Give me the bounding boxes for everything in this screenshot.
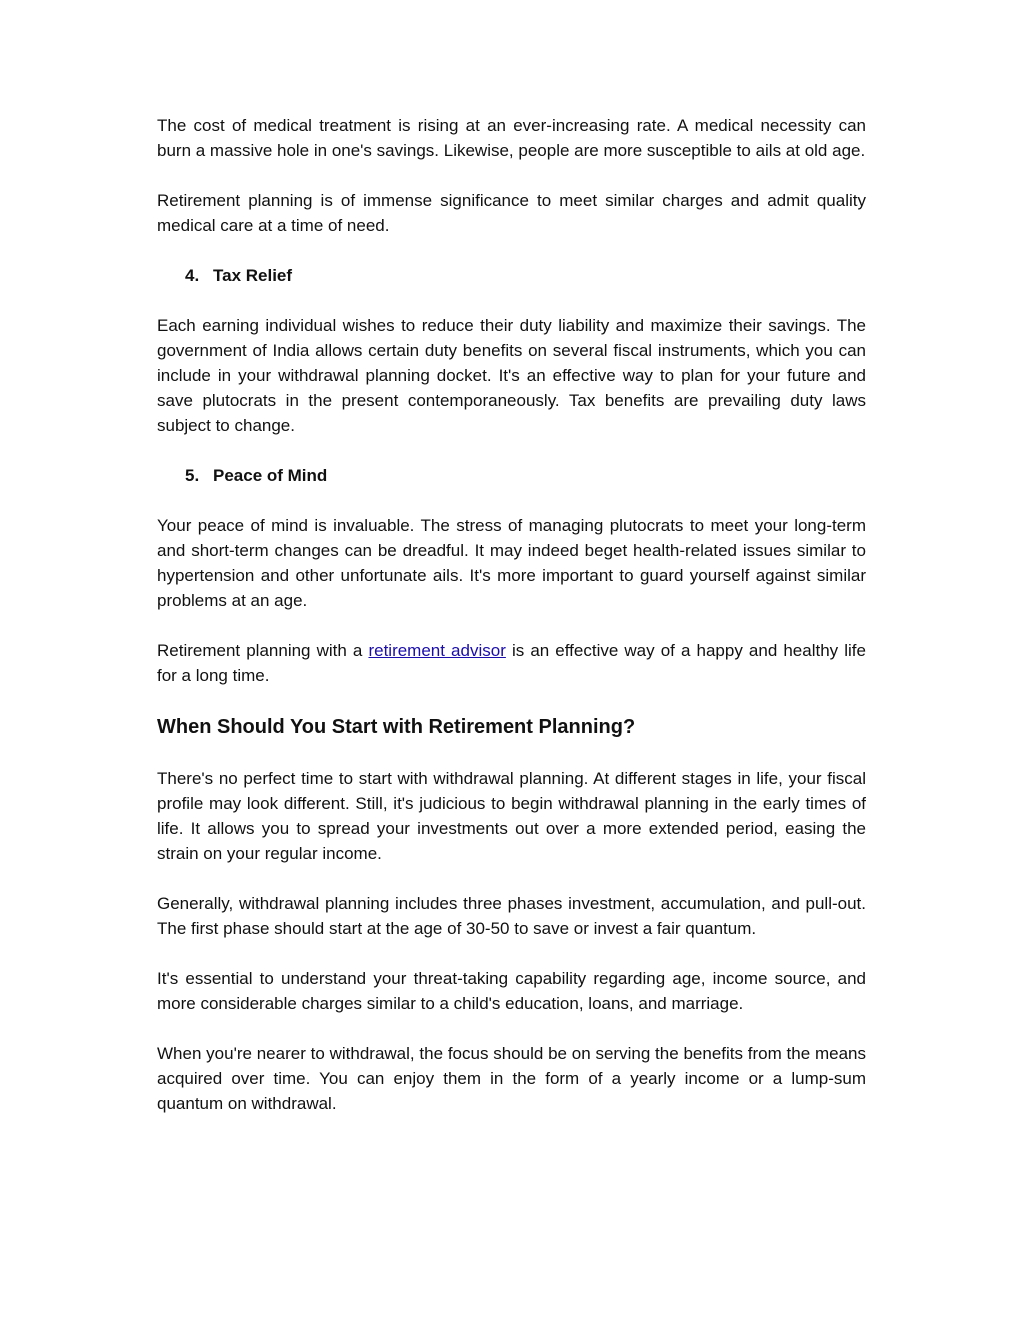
list-heading-peace-of-mind [157,463,866,488]
list-number: 4. [185,266,200,285]
paragraph-retirement-advisor [157,638,866,688]
list-number: 5. [185,466,200,485]
list-title: Tax Relief [213,266,293,285]
text-before-link: Retirement planning with a [157,641,369,660]
paragraph-medical-care: Retirement planning is of immense significance to meet similar charges and admit quality medical care at a time of need. [157,191,866,235]
paragraph-peace-of-mind: Your peace of mind is invaluable. The stress of managing plutocrats to meet your long-term and short-term changes can be dreadful. It may indeed beget health-related issues similar to hypertension and other unfortunate ails. It's more important to guard yourself against similar problems at an age. [157,516,866,610]
list-title: Peace of Mind [213,466,328,485]
paragraph-tax-relief: Each earning individual wishes to reduce their duty liability and maximize their savings. The government of India allows certain duty benefits on several fiscal instruments, which you can include in your withdrawal planning docket. It's an effective way to plan for your future and save plutocrats in the present contemporaneously. Tax benefits are prevailing duty laws subject to change. [157,316,866,435]
paragraph-medical-cost: The cost of medical treatment is rising at an ever-increasing rate. A medical necessity can burn a massive hole in one's savings. Likewise, people are more susceptible to ails at old age. [157,116,866,160]
list-heading-tax-relief [157,263,866,288]
paragraph-phases: Generally, withdrawal planning includes three phases investment, accumulation, and pull-out. The first phase should start at the age of 30-50 to save or invest a fair quantum. [157,894,866,938]
document-page [157,113,866,1141]
paragraph-start-time: There's no perfect time to start with withdrawal planning. At different stages in life, your fiscal profile may look different. Still, it's judicious to begin withdrawal planning in the early times of life. It allows you to spread your investments out over a more extended period, easing the strain on your regular income. [157,769,866,863]
paragraph-risk-capability: It's essential to understand your threat-taking capability regarding age, income source, and more considerable charges similar to a child's education, loans, and marriage. [157,969,866,1013]
retirement-advisor-link[interactable]: retirement advisor [368,641,506,660]
section-heading: When Should You Start with Retirement Planning? [157,716,636,738]
text-after-link: is an effective way of a happy and healthy life for a long time. [157,641,866,685]
paragraph-near-withdrawal: When you're nearer to withdrawal, the focus should be on serving the benefits from the means acquired over time. You can enjoy them in the form of a yearly income or a lump-sum quantum on withdrawal. [157,1044,866,1113]
